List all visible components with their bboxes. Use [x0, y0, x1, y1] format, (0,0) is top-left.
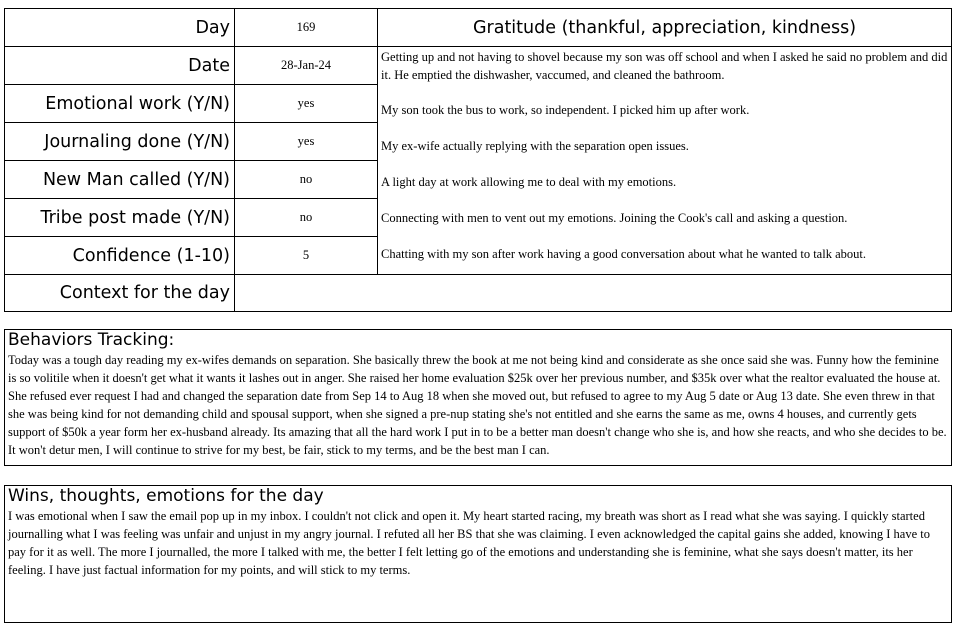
emotional-work-label: Emotional work (Y/N) — [5, 85, 235, 123]
tribe-post-value[interactable]: no — [235, 199, 378, 237]
emotional-work-value[interactable]: yes — [235, 85, 378, 123]
gratitude-item-text: Chatting with my son after work having a good conversation about what he wanted to talk about. — [381, 247, 866, 261]
gratitude-item-text: A light day at work allowing me to deal with my emotions. — [381, 175, 677, 189]
gratitude-item-2[interactable] — [378, 101, 951, 119]
gratitude-item-3[interactable] — [378, 137, 951, 155]
confidence-value[interactable]: 5 — [235, 237, 378, 275]
date-label: Date — [5, 47, 235, 85]
behaviors-text[interactable]: Today was a tough day reading my ex-wifes demands on separation. She basically threw the book at me not being kind and considerate as she once said she was. Funny how the feminine is so volitile when it doesn't get what it wants it lashes out in anger. She raised her home evaluation $25k over her previous number, and $35k over what the realtor evaluated the house at. She refused ever request I had and changed the separation date from Sep 14 to Aug 18 when she moved out, but refused to agree to my Aug 5 date or Aug 13 date. She even threw in that she was being kind for not demanding child and spousal support, when she signed a pre-nup stating she's not entitled and she earns the same as me, owns 4 houses, and currently gets support of $50k a year form her ex-husband already. Its amazing that all the hard work I put in to be a better man doesn't change who she is, and how she reacts, and who she decides to be. It won't detur men, I will continue to strive for my best, be fair, stick to my terms, and be the best man I can. — [8, 353, 947, 457]
gratitude-item-text: Getting up and not having to shovel because my son was off school and when I asked he said no problem and did it. He emptied the dishwasher, vaccumed, and cleaned the bathroom. — [381, 50, 948, 82]
tribe-post-label: Tribe post made (Y/N) — [5, 199, 235, 237]
gratitude-item-text: My son took the bus to work, so independent. I picked him up after work. — [381, 103, 750, 117]
new-man-called-label: New Man called (Y/N) — [5, 161, 235, 199]
gratitude-item-1[interactable] — [378, 48, 951, 84]
context-label: Context for the day — [5, 275, 235, 311]
daily-log-grid — [4, 8, 952, 312]
wins-title: Wins, thoughts, emotions for the day — [8, 486, 324, 506]
wins-text[interactable]: I was emotional when I saw the email pop up in my inbox. I couldn't not click and open it. My heart started racing, my breath was short as I read what she was saying. I quickly started journalling what I was feeling was unfair and unjust in my angry journal. I refuted all her BS that she was claiming. I even acknowledged the capital gains she added, knowing I have to pay for it as well. The more I journalled, the more I talked with me, the better I felt letting go of the emotions and understanding she is feminine, what she says doesn't matter, its her feeling. I have just factual information for my points, and will stick to my terms. — [8, 509, 930, 577]
day-value[interactable]: 169 — [235, 9, 378, 47]
gratitude-item-4[interactable] — [378, 173, 951, 191]
wins-section — [4, 485, 952, 623]
gratitude-item-5[interactable] — [378, 209, 951, 227]
behaviors-section — [4, 329, 952, 466]
context-value[interactable] — [235, 275, 951, 311]
gratitude-divider — [378, 274, 951, 275]
day-label: Day — [5, 9, 235, 47]
gratitude-item-text: My ex-wife actually replying with the separation open issues. — [381, 139, 689, 153]
journaling-value[interactable]: yes — [235, 123, 378, 161]
gratitude-title: Gratitude (thankful, appreciation, kindness) — [378, 9, 951, 47]
new-man-called-value[interactable]: no — [235, 161, 378, 199]
gratitude-item-text: Connecting with men to vent out my emotions. Joining the Cook's call and asking a question. — [381, 211, 848, 225]
journaling-label: Journaling done (Y/N) — [5, 123, 235, 161]
date-value[interactable]: 28-Jan-24 — [235, 47, 378, 85]
behaviors-title: Behaviors Tracking: — [8, 330, 175, 350]
gratitude-item-6[interactable] — [378, 245, 951, 263]
confidence-label: Confidence (1-10) — [5, 237, 235, 275]
